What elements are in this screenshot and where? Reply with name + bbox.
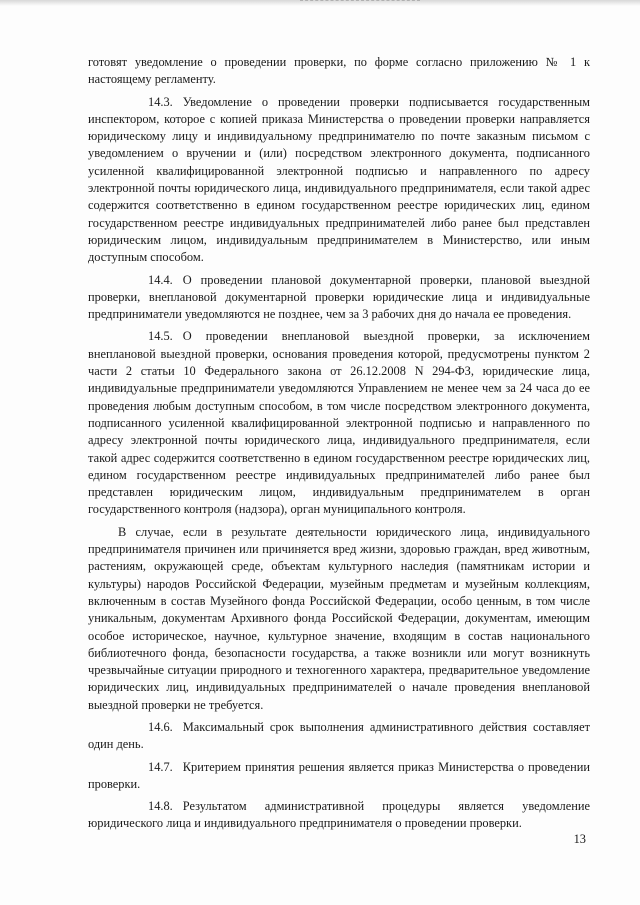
- paragraph-text: Уведомление о проведении проверки подписывается государственным инспектором, которое с копией приказа Министерства о проведении проверки направляется юридическому лицу и индивидуальному предпринимателю по почте заказным письмом с уведомлением о вручении и (или) посредством электронного документа, подписанного усиленной квалифицированной электронной подписью и направленного по адресу электронной почты юридического лица, индивидуального предпринимателя, если такой адрес содержится соответственно в едином государственном реестре юридических лиц, едином государственном реестре индивидуальных предпринимателей либо ранее был представлен юридическим лицом, индивидуальным предпринимателем в Министерство, или иным доступным способом.: [88, 94, 590, 265]
- scan-artifact: [300, 0, 420, 4]
- paragraph-14-8: [88, 798, 590, 833]
- paragraph-text: Максимальный срок выполнения административного действия составляет один день.: [88, 719, 590, 752]
- paragraph-text: О проведении плановой документарной проверки, плановой выездной проверки, внеплановой документарной проверки юридические лица и индивидуальные предприниматели уведомляются не позднее, чем за 3 рабочих дня до начала ее проведения.: [88, 272, 590, 322]
- paragraph-text: Критерием принятия решения является приказ Министерства о проведении проверки.: [88, 759, 590, 791]
- paragraph-text: Результатом административной процедуры является уведомление юридического лица и индивидуального предпринимателя о проведении проверки.: [88, 799, 590, 831]
- paragraph-number: 14.3.: [148, 94, 173, 109]
- paragraph-14-5: [88, 328, 590, 518]
- paragraph-14-4: [88, 272, 590, 324]
- paragraph-text: В случае, если в результате деятельности юридического лица, индивидуального предпринимателя причинен или причиняется вред жизни, здоровью граждан, вред животным, растениям, окружающей среде, объектам культурного наследия (памятникам истории и культуры) народов Российской Федерации, музейным предметам и музейным коллекциям, включенным в состав Музейного фонда Российской Федерации, особо ценным, в том числе уникальным, документам Архивного фонда Российской Федерации, документам, имеющим особое историческое, научное, культурное значение, входящим в состав национального библиотечного фонда, безопасности государства, а также возникли или могут возникнуть чрезвычайные ситуации природного и техногенного характера, предварительное уведомление юридических лиц, индивидуальных предпринимателей о начале проведения внеплановой выездной проверки не требуется.: [88, 524, 590, 712]
- paragraph-14-7: [88, 759, 590, 794]
- paragraph-text: готовят уведомление о проведении проверки, по форме согласно приложению № 1 к настоящему регламенту.: [88, 55, 590, 87]
- paragraph-exception: [88, 524, 590, 714]
- paragraph-number: 14.6.: [148, 719, 173, 734]
- paragraph-number: 14.8.: [148, 799, 173, 814]
- paragraph-14-3: [88, 94, 590, 267]
- paragraph-text: О проведении внеплановой выездной проверки, за исключением внеплановой выездной проверки, основания проведения которой, предусмотрены пунктом 2 части 2 статьи 10 Федерального закона от 26.12.2008 N 294-ФЗ, юридические лица, индивидуальные предприниматели уведомляются Управлением не менее чем за 24 часа до ее проведения любым доступным способом, в том числе посредством электронного документа, подписанного усиленной квалифицированной электронной подписью и направленного по адресу электронной почты юридического лица, индивидуального предпринимателя, если такой адрес содержится соответственно в едином государственном реестре юридических лиц, едином государственном реестре индивидуальных предпринимателей либо ранее был представлен юридическим лицом, индивидуальным предпринимателем в орган государственного контроля (надзора), орган муниципального контроля.: [88, 329, 590, 517]
- paragraph-number: 14.4.: [148, 272, 173, 287]
- paragraph-14-6: [88, 719, 590, 754]
- paragraph-continuation: [88, 54, 590, 89]
- document-body: [88, 54, 590, 838]
- paragraph-number: 14.5.: [148, 329, 173, 344]
- paragraph-number: 14.7.: [148, 759, 173, 774]
- page-number: 13: [573, 832, 586, 846]
